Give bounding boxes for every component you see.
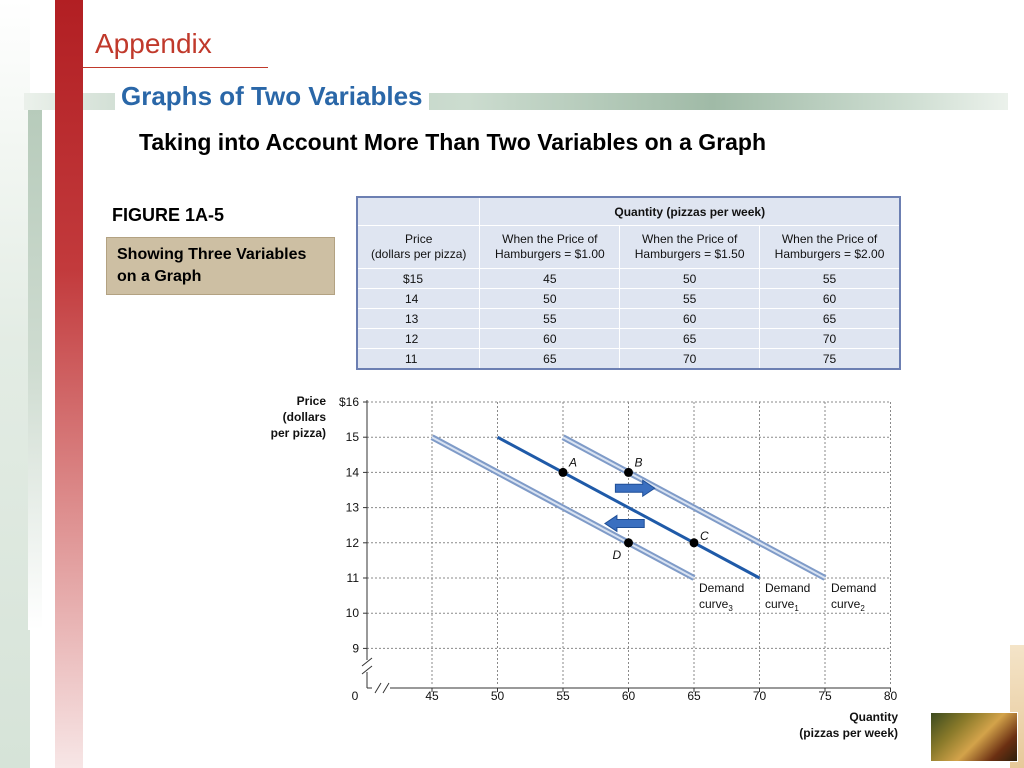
figure-label: FIGURE 1A-5 <box>112 205 225 225</box>
y-tick-label: 11 <box>346 571 359 585</box>
x-tick-label: 70 <box>752 689 767 703</box>
table-cell: 13 <box>357 309 480 329</box>
y-axis-title: (dollars <box>282 410 326 424</box>
y-tick-label: 12 <box>345 535 359 550</box>
point-marker <box>559 468 568 477</box>
point-label: A <box>569 455 578 470</box>
table-cell: $15 <box>357 269 480 289</box>
x-tick-label: 0 <box>351 689 359 703</box>
x-axis-title: (pizzas per week) <box>799 726 898 740</box>
table-cell: 45 <box>480 269 620 289</box>
x-axis-break-mark <box>375 683 389 693</box>
y-tick-label: 10 <box>345 606 359 621</box>
demand-curve-label: Demand <box>831 581 877 595</box>
slide-heading: Taking into Account More Than Two Variables on a Graph <box>139 129 767 155</box>
table-cell: 70 <box>620 349 760 370</box>
table-cell: 65 <box>760 309 900 329</box>
demand-curve-label: curve$_2$ <box>831 597 865 613</box>
table-cell: 55 <box>760 269 900 289</box>
table-cell: 11 <box>357 349 480 370</box>
x-tick-label: 55 <box>556 689 570 703</box>
table-cell: 65 <box>620 329 760 349</box>
table-cell: 60 <box>480 329 620 349</box>
point-label: D <box>612 547 622 562</box>
y-tick-label: 9 <box>352 641 359 656</box>
y-axis-title: per pizza) <box>270 426 326 440</box>
y-axis-title: Price <box>296 394 326 408</box>
x-tick-label: 65 <box>687 689 701 703</box>
demand-curve-label: Demand <box>765 581 811 595</box>
demand-curve-label: curve$_3$ <box>699 597 733 613</box>
table-cell: 55 <box>480 309 620 329</box>
point-label: B <box>634 455 643 470</box>
y-tick-label: 14 <box>345 465 359 480</box>
x-axis-title: Quantity <box>849 710 898 724</box>
table-header-price-1-50: When the Price of Hamburgers = $1.50 <box>620 226 760 269</box>
table-group-header: Quantity (pizzas per week) <box>480 197 900 226</box>
shift-left-arrow <box>605 515 644 531</box>
y-tick-label: 13 <box>345 500 359 515</box>
y-tick-label: $16 <box>338 395 359 409</box>
table-cell: 75 <box>760 349 900 370</box>
x-tick-label: 80 <box>883 689 898 703</box>
point-marker <box>690 538 699 547</box>
slide-subtitle: Graphs of Two Variables <box>115 81 429 112</box>
demand-curve-label: curve$_1$ <box>765 597 799 613</box>
table-cell: 70 <box>760 329 900 349</box>
y-tick-label: 15 <box>345 430 359 445</box>
figure-caption: Showing Three Variables on a Graph <box>106 237 335 295</box>
demand-curve-subscript: 3 <box>728 604 733 613</box>
section-title: Appendix <box>95 28 212 59</box>
x-tick-label: 75 <box>818 689 832 703</box>
table-cell: 14 <box>357 289 480 309</box>
demand-curve-subscript: 2 <box>860 604 865 613</box>
table-cell: 50 <box>480 289 620 309</box>
point-label: C <box>700 528 709 543</box>
table-cell: 65 <box>480 349 620 370</box>
x-tick-label: 50 <box>490 689 505 703</box>
table-header-price-1-00: When the Price of Hamburgers = $1.00 <box>480 226 620 269</box>
table-cell: 55 <box>620 289 760 309</box>
x-tick-label: 45 <box>425 689 439 703</box>
table-cell: 60 <box>760 289 900 309</box>
demand-curve-subscript: 1 <box>794 604 799 613</box>
table-cell: 50 <box>620 269 760 289</box>
point-marker <box>624 468 633 477</box>
point-marker <box>624 538 633 547</box>
table-header-price-2-00: When the Price of Hamburgers = $2.00 <box>760 226 900 269</box>
table-header-price: Price (dollars per pizza) <box>357 226 480 269</box>
table-cell: 12 <box>357 329 480 349</box>
x-tick-label: 60 <box>621 689 636 703</box>
table-cell: 60 <box>620 309 760 329</box>
y-axis-break-mark <box>362 658 372 674</box>
demand-curve-label: Demand <box>699 581 745 595</box>
